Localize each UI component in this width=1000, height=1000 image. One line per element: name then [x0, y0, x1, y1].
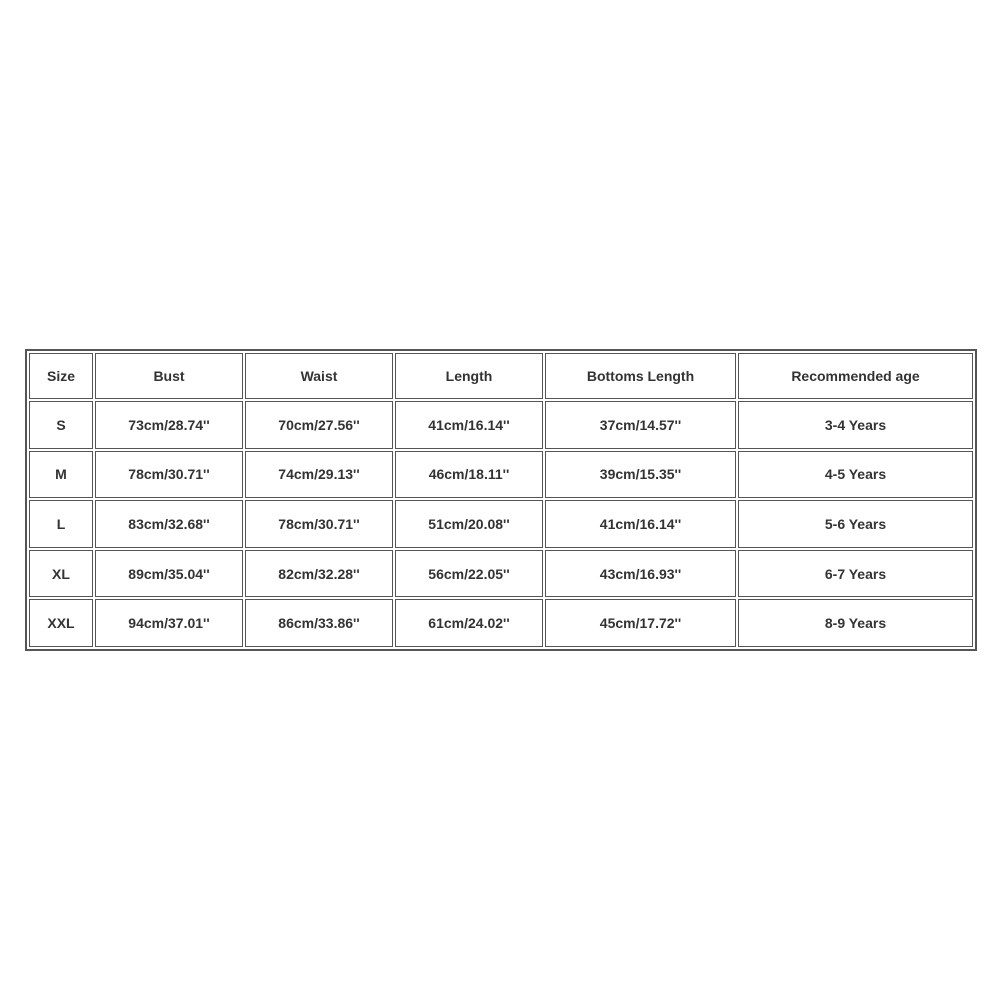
- table-row: [29, 550, 973, 598]
- cell-waist: 86cm/33.86'': [245, 599, 393, 647]
- header-bust: Bust: [95, 353, 243, 399]
- cell-size: S: [29, 401, 93, 449]
- cell-size: L: [29, 500, 93, 548]
- cell-bust: 73cm/28.74'': [95, 401, 243, 449]
- table-row: [29, 599, 973, 647]
- header-row: [29, 353, 973, 399]
- size-chart-table: [25, 349, 977, 651]
- cell-recommended-age: 3-4 Years: [738, 401, 973, 449]
- header-waist: Waist: [245, 353, 393, 399]
- cell-waist: 82cm/32.28'': [245, 550, 393, 598]
- cell-bottoms-length: 43cm/16.93'': [545, 550, 736, 598]
- cell-bust: 83cm/32.68'': [95, 500, 243, 548]
- table-row: [29, 500, 973, 548]
- cell-size: XL: [29, 550, 93, 598]
- header-length: Length: [395, 353, 543, 399]
- cell-recommended-age: 4-5 Years: [738, 451, 973, 499]
- cell-bottoms-length: 37cm/14.57'': [545, 401, 736, 449]
- header-size: Size: [29, 353, 93, 399]
- cell-bust: 89cm/35.04'': [95, 550, 243, 598]
- cell-waist: 78cm/30.71'': [245, 500, 393, 548]
- header-bottoms-length: Bottoms Length: [545, 353, 736, 399]
- cell-recommended-age: 6-7 Years: [738, 550, 973, 598]
- cell-waist: 70cm/27.56'': [245, 401, 393, 449]
- header-recommended-age: Recommended age: [738, 353, 973, 399]
- cell-bust: 94cm/37.01'': [95, 599, 243, 647]
- cell-recommended-age: 5-6 Years: [738, 500, 973, 548]
- table-row: [29, 401, 973, 449]
- cell-length: 61cm/24.02'': [395, 599, 543, 647]
- cell-size: XXL: [29, 599, 93, 647]
- cell-bust: 78cm/30.71'': [95, 451, 243, 499]
- cell-bottoms-length: 41cm/16.14'': [545, 500, 736, 548]
- cell-bottoms-length: 39cm/15.35'': [545, 451, 736, 499]
- cell-size: M: [29, 451, 93, 499]
- cell-length: 41cm/16.14'': [395, 401, 543, 449]
- cell-length: 46cm/18.11'': [395, 451, 543, 499]
- cell-recommended-age: 8-9 Years: [738, 599, 973, 647]
- table-row: [29, 451, 973, 499]
- cell-length: 56cm/22.05'': [395, 550, 543, 598]
- cell-length: 51cm/20.08'': [395, 500, 543, 548]
- cell-bottoms-length: 45cm/17.72'': [545, 599, 736, 647]
- cell-waist: 74cm/29.13'': [245, 451, 393, 499]
